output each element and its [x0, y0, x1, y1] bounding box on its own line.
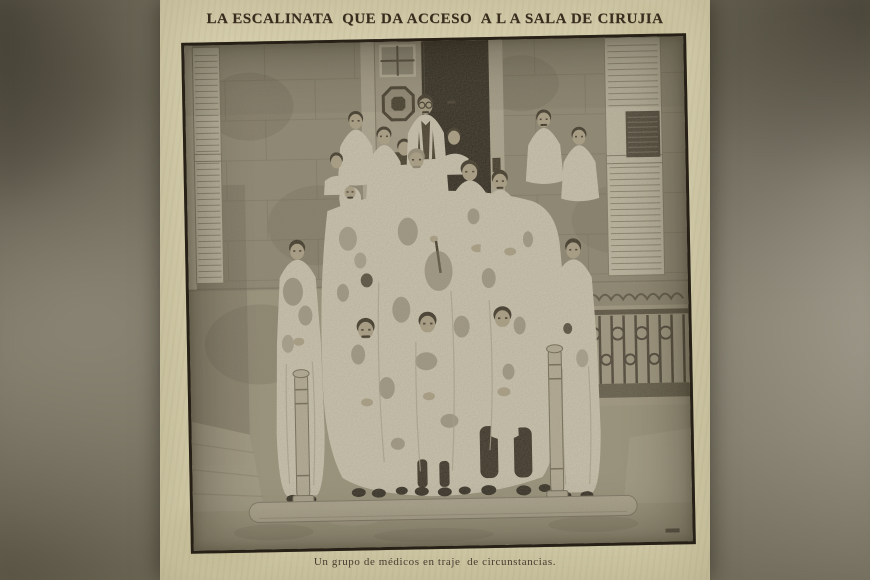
photo-wrap [181, 33, 696, 554]
photo-scene [184, 36, 693, 550]
photo [181, 33, 696, 554]
headline: LA ESCALINATA QUE DA ACCESO A L A SALA DE CIRUJIA [206, 11, 664, 27]
photo-caption: Un grupo de médicos en traje de circunstancias. [313, 556, 557, 568]
newspaper-page [160, 0, 710, 580]
film-grain [184, 36, 693, 550]
